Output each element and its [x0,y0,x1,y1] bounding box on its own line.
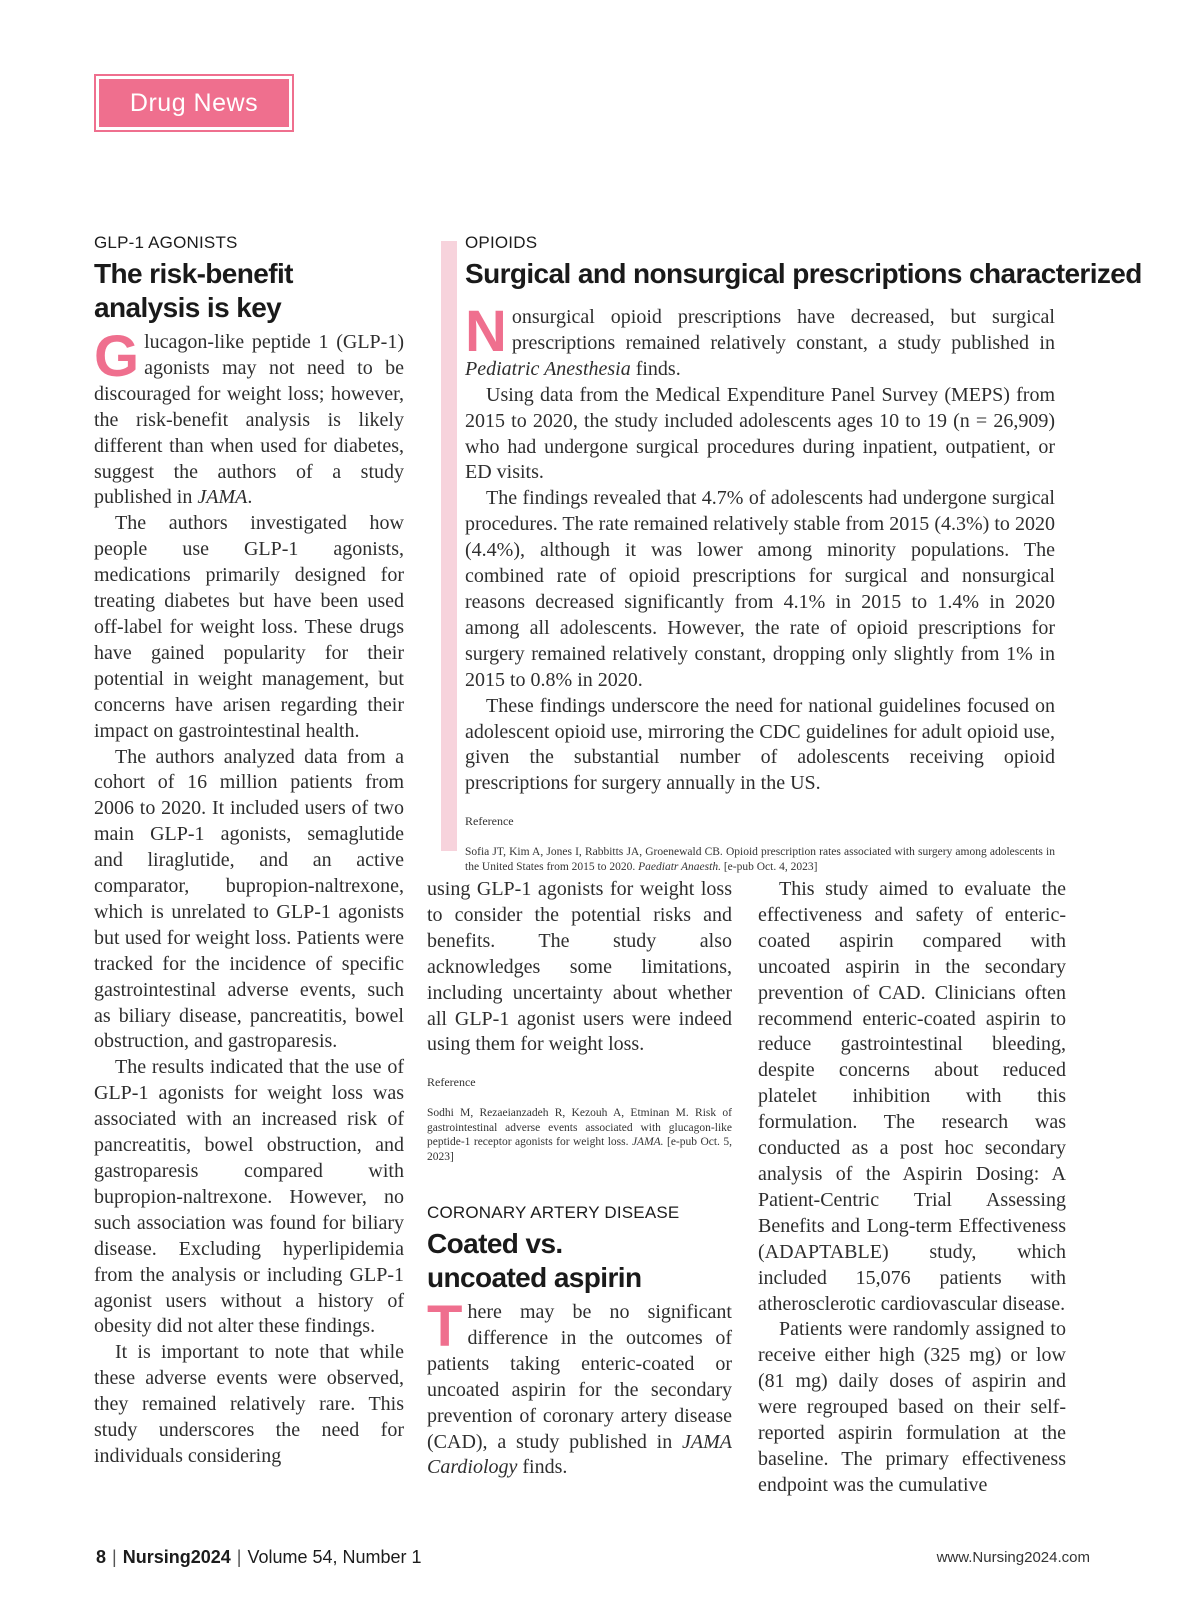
opioids-reference [465,845,1055,874]
aspirin-headline: Coated vs. uncoated aspirin [427,1228,642,1293]
footer-separator: | [236,1547,242,1567]
magazine-title: Nursing2024 [122,1547,231,1567]
glp1-reference [427,1106,732,1164]
opioids-paragraph-3: The findings revealed that 4.7% of adolescents had undergone surgical procedures. The rate remained relatively stable from 2015 (4.3%) to 2020 (4.4%), although it was lower among minority populations. The combined rate of opioid prescriptions for surgical and nonsurgical reasons decreased significantly from 4.1% in 2015 to 1.4% in 2020 among all adolescents. However, the rate of opioid prescriptions for surgery remained relatively constant, dropping only slightly from 1% in 2015 to 0.8% in 2020. [465,487,1055,691]
volume-info: Volume 54, Number 1 [247,1547,422,1567]
glp1-paragraph-3: The authors analyzed data from a cohort of 16 million patients from 2006 to 2020. It included users of two main GLP-1 agonists, semaglutide and liraglutide, and an active comparator, bupropion-naltrexone, which is unrelated to GLP-1 agonists but used for weight loss. Patients were tracked for the incidence of specific gastrointestinal adverse events, such as biliary disease, pancreatitis, bowel obstruction, and gastroparesis. [94,745,404,1053]
aspirin-p1-text: here may be no significant difference in the outcomes of patients taking enteric-coated or uncoated aspirin for the secondary prevention of coronary artery disease (CAD), a study published in [427,1301,732,1453]
section-badge: Drug News [96,76,292,130]
dropcap-g: G [94,324,140,389]
glp1-paragraph-6: using GLP-1 agonists for weight loss to consider the potential risks and benefits. The study also acknowledges some limitations, including uncertainty about whether all GLP-1 agonist users were indeed using them for weight loss. [427,878,732,1056]
glp1-paragraph-5: It is important to note that while these adverse events were observed, they remained relatively rare. This study underscores the need for individuals considering [94,1341,404,1467]
glp1-kicker: GLP-1 AGONISTS [94,233,238,252]
opioids-p1-text: onsurgical opioid prescriptions have decreased, but surgical prescriptions remained relatively constant, a study published in [511,306,1055,354]
glp1-ref-date: [e-pub Oct. 5, 2023] [427,1136,732,1163]
opioids-paragraph-4: These findings underscore the need for national guidelines focused on adolescent opioid use, mirroring the CDC guidelines for adult opioid use, given the substantial number of adolescents receiving opioid prescriptions for surgery annually in the US. [465,694,1055,795]
opioids-p1-end: finds. [630,357,681,380]
glp1-journal: JAMA [197,486,248,509]
glp1-headline: The risk-benefit analysis is key [94,258,293,323]
opioids-article [465,233,1142,291]
glp1-article [94,233,404,325]
opioids-kicker: OPIOIDS [465,233,538,252]
footer-separator: | [112,1547,117,1567]
opioids-journal: Pediatric Anesthesia [465,357,631,380]
opioids-paragraph-2: Using data from the Medical Expenditure Panel Survey (MEPS) from 2015 to 2020, the study included adolescents ages 10 to 19 (n = 26,909) who had undergone surgical procedures during inpatient, outpatient, or ED visits. [465,383,1055,484]
aspirin-article [427,1203,732,1295]
page-footer-left [96,1547,422,1568]
page-number: 8 [96,1547,107,1567]
footer-url[interactable]: www.Nursing2024.com [936,1549,1090,1566]
dropcap-n: N [465,299,507,364]
glp1-p1-end: . [247,486,253,509]
glp1-reference-label: Reference [427,1075,476,1090]
glp1-continuation [427,877,732,1164]
opioids-body [465,299,1055,874]
opioids-accent-bar [441,241,457,851]
aspirin-paragraph-2: This study aimed to evaluate the effectiveness and safety of enteric-coated aspirin compared with uncoated aspirin in the secondary prevention of CAD. Clinicians often recommend enteric-coated aspirin to reduce gastrointestinal bleeding, despite concerns about reduced platelet inhibition with this formulation. The research was conducted as a post hoc secondary analysis of the Aspirin Dosing: A Patient-Centric Trial Assessing Benefits and Long-term Effectiveness (ADAPTABLE) study, which included 15,076 patients with atherosclerotic cardiovascular disease. [758,878,1066,1315]
aspirin-paragraph-1 [427,1294,732,1481]
aspirin-p1-end: finds. [517,1456,568,1479]
opioids-headline: Surgical and nonsurgical prescriptions characterized [465,258,1142,289]
opioids-ref-date: [e-pub Oct. 4, 2023] [720,860,818,873]
aspirin-journal: JAMA Cardiology [427,1430,732,1479]
opioids-ref-citation: Sofia JT, Kim A, Jones I, Rabbitts JA, Groenewald CB. Opioid prescription rates associated with surgery among adolescents in the United States from 2015 to 2020. [465,846,1055,873]
aspirin-paragraph-3: Patients were randomly assigned to receive either high (325 mg) or low (81 mg) daily doses of aspirin and were regrouped based on their self-reported aspirin formulation at the baseline. The primary effectiveness endpoint was the cumulative [758,1318,1066,1496]
glp1-ref-citation: Sodhi M, Rezaeianzadeh R, Kezouh A, Etminan M. Risk of gastrointestinal adverse events associated with glucagon-like peptide-1 receptor agonists for weight loss. [427,1107,732,1149]
aspirin-body-1 [427,1294,732,1481]
aspirin-body-2 [758,877,1066,1499]
glp1-ref-journal: JAMA. [631,1136,664,1149]
opioids-paragraph-1 [465,299,1055,383]
dropcap-t: T [427,1294,463,1359]
glp1-paragraph-2: The authors investigated how people use GLP-1 agonists, medications primarily designed for treating diabetes but have been used off-label for weight loss. These drugs have gained popularity for their potential in weight management, but concerns have arisen regarding their impact on gastrointestinal health. [94,512,404,742]
glp1-paragraph-1 [94,324,404,511]
aspirin-kicker: CORONARY ARTERY DISEASE [427,1203,680,1222]
glp1-p1-text: lucagon-like peptide 1 (GLP-1) agonists may not need to be discouraged for weight loss; however, the risk-benefit analysis is likely different than when used for diabetes, suggest the authors of a study published in [94,331,404,509]
glp1-body [94,324,404,1470]
opioids-ref-journal: Paediatr Anaesth. [638,860,721,873]
opioids-reference-label: Reference [465,814,514,829]
glp1-paragraph-4: The results indicated that the use of GLP-1 agonists for weight loss was associated with an increased risk of pancreatitis, bowel obstruction, and gastroparesis compared with bupropion-naltrexone. However, no such association was found for biliary disease. Excluding hyperlipidemia from the analysis or including GLP-1 agonist users without a history of obesity did not alter these findings. [94,1056,404,1338]
